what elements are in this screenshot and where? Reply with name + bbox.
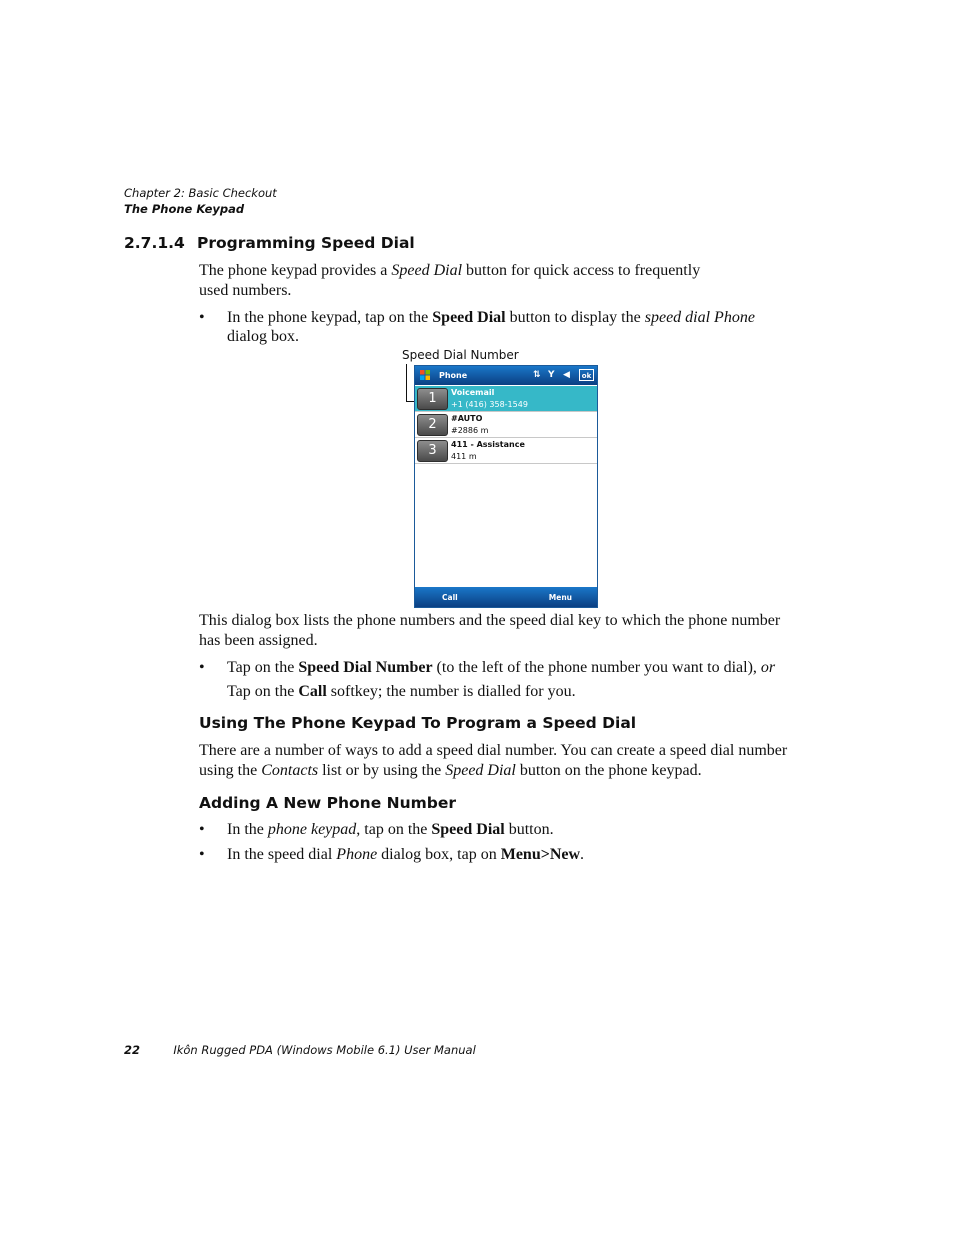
section-heading — [124, 234, 415, 252]
contact-name: #AUTO — [451, 414, 483, 423]
text: Tap on the — [227, 659, 299, 676]
footer — [124, 1043, 476, 1057]
text: . — [580, 846, 585, 863]
text: There are a number of ways to add a speed dial number. You can create a speed dial number — [199, 742, 788, 759]
text: The phone keypad provides a — [199, 262, 392, 279]
figure-callout: Speed Dial Number — [402, 348, 519, 362]
text: In the phone keypad, tap on the — [227, 309, 433, 326]
section-label: The Phone Keypad — [124, 202, 245, 216]
text-bold: Speed Dial — [432, 309, 506, 326]
text: used numbers. — [199, 282, 292, 299]
speed-dial-row[interactable] — [415, 386, 597, 412]
heading-title: Programming Speed Dial — [197, 234, 415, 252]
menu-softkey[interactable]: Menu — [548, 593, 572, 602]
speed-dial-number-button[interactable]: 1 — [417, 388, 448, 410]
chapter-label: Chapter 2: Basic Checkout — [124, 186, 277, 200]
text: has been assigned. — [199, 632, 318, 649]
bullet-item — [199, 308, 827, 346]
callout-leader-line — [406, 364, 407, 401]
speaker-icon[interactable]: ◀ — [563, 370, 570, 380]
bullet-icon: • — [199, 309, 205, 326]
text: In the — [227, 821, 268, 838]
contact-name: Voicemail — [451, 388, 495, 397]
bullet-item — [199, 845, 827, 864]
title-bar — [415, 366, 597, 385]
text: dialog box. — [227, 328, 299, 345]
windows-logo-icon[interactable] — [419, 369, 431, 381]
text: dialog box, tap on — [377, 846, 501, 863]
speed-dial-number-button[interactable]: 2 — [417, 414, 448, 436]
manual-title: Ikôn Rugged PDA (Windows Mobile 6.1) User Manual — [173, 1043, 476, 1057]
text: button for quick access to frequently — [462, 262, 701, 279]
window-title: Phone — [439, 371, 468, 380]
text: , tap on the — [356, 821, 432, 838]
page-number: 22 — [124, 1043, 141, 1057]
bullet-item — [199, 658, 827, 701]
phone-screenshot — [414, 365, 598, 608]
text-bold: Call — [298, 683, 327, 700]
text-italic: speed dial Phone — [644, 309, 755, 326]
softkey-bar — [415, 587, 597, 607]
speed-dial-row[interactable] — [415, 412, 597, 438]
contact-name: 411 - Assistance — [451, 440, 525, 449]
text: button on the phone keypad. — [515, 762, 702, 779]
text: using the — [199, 762, 262, 779]
text-bold: Speed Dial — [431, 821, 505, 838]
text-bold: Speed Dial Number — [298, 659, 433, 676]
text: (to the left of the phone number you want to dial), — [432, 659, 761, 676]
text-italic: phone keypad — [267, 821, 357, 838]
signal-icon[interactable]: Y — [548, 370, 555, 380]
ok-button[interactable]: ok — [579, 369, 594, 381]
bullet-icon: • — [199, 846, 205, 863]
text-italic: or — [760, 659, 776, 676]
text: button to display the — [505, 309, 645, 326]
running-header — [124, 185, 277, 217]
subheading: Using The Phone Keypad To Program a Speed Dial — [199, 714, 637, 732]
speed-dial-number-button[interactable]: 3 — [417, 440, 448, 462]
text-italic: Speed Dial — [445, 762, 516, 779]
text: softkey; the number is dialled for you. — [326, 683, 576, 700]
text: This dialog box lists the phone numbers and the speed dial key to which the phone number — [199, 612, 781, 629]
text-bold: Menu>New — [500, 846, 581, 863]
phone-number: 411 m — [451, 452, 477, 461]
bullet-item — [199, 820, 827, 839]
speed-dial-row[interactable] — [415, 438, 597, 464]
bullet-icon: • — [199, 821, 205, 838]
text: In the speed dial — [227, 846, 337, 863]
text-italic: Phone — [336, 846, 378, 863]
text: list or by using the — [318, 762, 446, 779]
call-softkey[interactable]: Call — [442, 593, 458, 602]
text-italic: Contacts — [261, 762, 319, 779]
connectivity-icon[interactable]: ⇅ — [533, 370, 541, 380]
text: Tap on the — [227, 683, 299, 700]
text-italic: Speed Dial — [391, 262, 463, 279]
intro-paragraph — [199, 261, 819, 301]
heading-number: 2.7.1.4 — [124, 234, 185, 252]
phone-number: +1 (416) 358-1549 — [451, 400, 528, 409]
paragraph — [199, 741, 819, 781]
phone-number: #2886 m — [451, 426, 489, 435]
subheading: Adding A New Phone Number — [199, 794, 457, 812]
bullet-icon: • — [199, 659, 205, 676]
figure-description — [199, 611, 819, 651]
text: button. — [504, 821, 554, 838]
